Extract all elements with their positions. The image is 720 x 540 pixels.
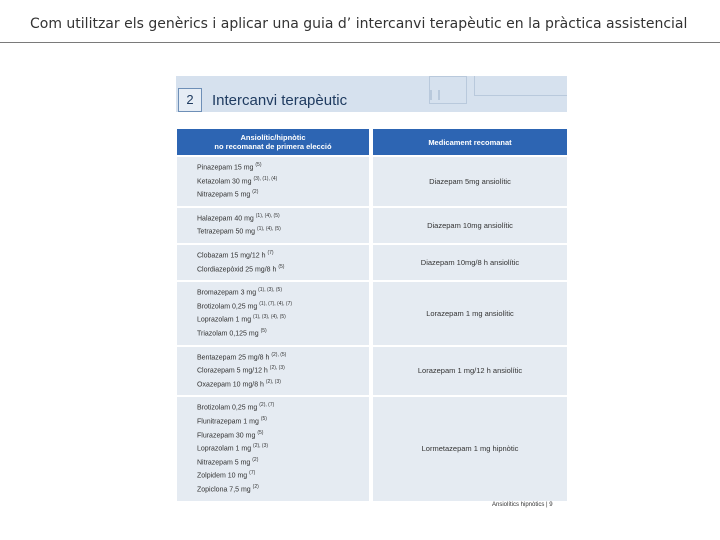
drug-name: Zopiclona 7,5 mg	[197, 486, 251, 494]
recommended-drug: Lorazepam 1 mg/12 h ansiolític	[417, 366, 523, 376]
drug-not-recommended	[197, 176, 277, 185]
drug-not-recommended	[197, 352, 286, 361]
recommended-drug: Lormetazepam 1 mg hipnòtic	[421, 444, 519, 454]
recommended-drug: Diazepam 10mg ansiolític	[427, 220, 513, 230]
recommended-drug: Diazepam 10mg/8 h ansiolític	[420, 258, 520, 268]
drug-name: Brotizolam 0,25 mg	[197, 404, 258, 412]
drug-name: Nitrazepam 5 mg	[197, 191, 251, 199]
drug-name: Clorazepam 5 mg/12 h	[197, 367, 268, 375]
drug-name: Triazolam 0,125 mg	[197, 330, 259, 338]
header-decoration	[474, 76, 567, 96]
drug-references: (5)	[257, 429, 264, 436]
drug-references: (1), (4), (5)	[255, 212, 280, 219]
drug-name: Pinazepam 15 mg	[197, 164, 254, 172]
drug-not-recommended	[197, 457, 258, 466]
drug-references: (2)	[252, 189, 259, 196]
drug-references: (5)	[255, 162, 262, 168]
drug-not-recommended	[197, 162, 262, 171]
drug-not-recommended	[197, 213, 280, 222]
drug-not-recommended	[197, 264, 284, 273]
recommended-cell	[373, 282, 567, 344]
table-row	[177, 208, 369, 243]
drug-name: Clordiazepòxid 25 mg/8 h	[197, 265, 277, 273]
drug-not-recommended	[197, 470, 255, 479]
recommended-cell	[373, 157, 567, 206]
page-footer: Ansiolítics hipnòtics | 9	[492, 502, 553, 508]
table-row	[177, 397, 369, 500]
table-row	[177, 157, 369, 206]
drug-references: (7)	[249, 470, 256, 477]
header-left-line2: no recomanat de primera elecció	[214, 142, 332, 151]
drug-not-recommended	[197, 287, 282, 296]
drug-not-recommended	[197, 189, 258, 198]
drug-not-recommended	[197, 430, 263, 439]
section-title: Intercanvi terapèutic	[212, 92, 348, 109]
drug-not-recommended	[197, 328, 267, 337]
recommended-cell	[373, 347, 567, 396]
drug-name: Flurazepam 30 mg	[197, 431, 256, 439]
drug-name: Zolpidem 10 mg	[197, 472, 248, 480]
table-row	[177, 282, 369, 344]
drug-name: Bentazepam 25 mg/8 h	[197, 353, 270, 361]
drug-references: (2)	[252, 456, 259, 463]
drug-references: (1), (3), (4), (5)	[253, 314, 286, 321]
drug-references: (1), (4), (5)	[256, 226, 281, 233]
drug-references: (7)	[267, 250, 274, 256]
drug-references: (3), (1), (4)	[253, 175, 278, 182]
header-decoration	[429, 76, 467, 104]
drug-not-recommended	[197, 379, 281, 388]
drug-name: Brotizolam 0,25 mg	[197, 303, 258, 311]
drug-name: Oxazepam 10 mg/8 h	[197, 381, 264, 389]
recommended-drug: Lorazepam 1 mg ansiolític	[426, 308, 514, 318]
drug-not-recommended	[197, 226, 281, 235]
drug-references: (1), (7), (4), (7)	[259, 300, 293, 307]
drug-references: (5)	[278, 263, 285, 270]
header-left-line1: Ansiolític/hipnòtic	[240, 133, 306, 142]
drug-name: Halazepam 40 mg	[197, 215, 254, 223]
drug-not-recommended	[197, 484, 259, 493]
slide-title: Com utilitzar els genèrics i aplicar una guia d’ intercanvi terapèutic en la pràctica assistencial	[30, 16, 688, 32]
recommended-cell	[373, 245, 567, 280]
recommended-cell	[373, 208, 567, 243]
drug-name: Bromazepam 3 mg	[197, 289, 257, 297]
title-divider	[0, 42, 720, 43]
table-row	[177, 245, 369, 280]
document-page	[176, 76, 567, 512]
drug-name: Ketazolam 30 mg	[197, 177, 252, 185]
drug-not-recommended	[197, 443, 268, 452]
drug-name: Loprazolam 1 mg	[197, 445, 252, 453]
table-header-not-recommended	[177, 129, 369, 155]
drug-name: Flunitrazepam 1 mg	[197, 418, 259, 426]
drug-references: (5)	[260, 327, 267, 334]
drug-not-recommended	[197, 402, 274, 411]
drug-name: Tetrazepam 50 mg	[197, 228, 255, 236]
drug-references: (1), (3), (5)	[258, 287, 282, 294]
header-decoration	[430, 90, 432, 100]
drug-references: (2), (7)	[259, 402, 275, 409]
drug-not-recommended	[197, 314, 286, 323]
header-decoration	[438, 90, 440, 100]
recommended-drug: Diazepam 5mg ansiolític	[429, 176, 511, 186]
drug-name: Nitrazepam 5 mg	[197, 459, 251, 467]
drug-references: (2)	[252, 483, 259, 490]
drug-name: Loprazolam 1 mg	[197, 316, 252, 324]
table-header-recommended: Medicament recomanat	[373, 129, 567, 155]
drug-references: (2), (3)	[265, 378, 281, 385]
recommended-cell	[373, 397, 567, 500]
drug-references: (2), (3)	[269, 365, 285, 372]
drug-references: (5)	[260, 415, 267, 422]
drug-references: (2), (3)	[253, 443, 269, 450]
section-number: 2	[178, 88, 202, 112]
drug-not-recommended	[197, 301, 292, 310]
drug-name: Clobazam 15 mg/12 h	[197, 252, 266, 260]
drug-not-recommended	[197, 250, 274, 259]
table-row	[177, 347, 369, 396]
drug-not-recommended	[197, 416, 267, 425]
drug-references: (2), (5)	[271, 351, 287, 358]
drug-not-recommended	[197, 365, 285, 374]
